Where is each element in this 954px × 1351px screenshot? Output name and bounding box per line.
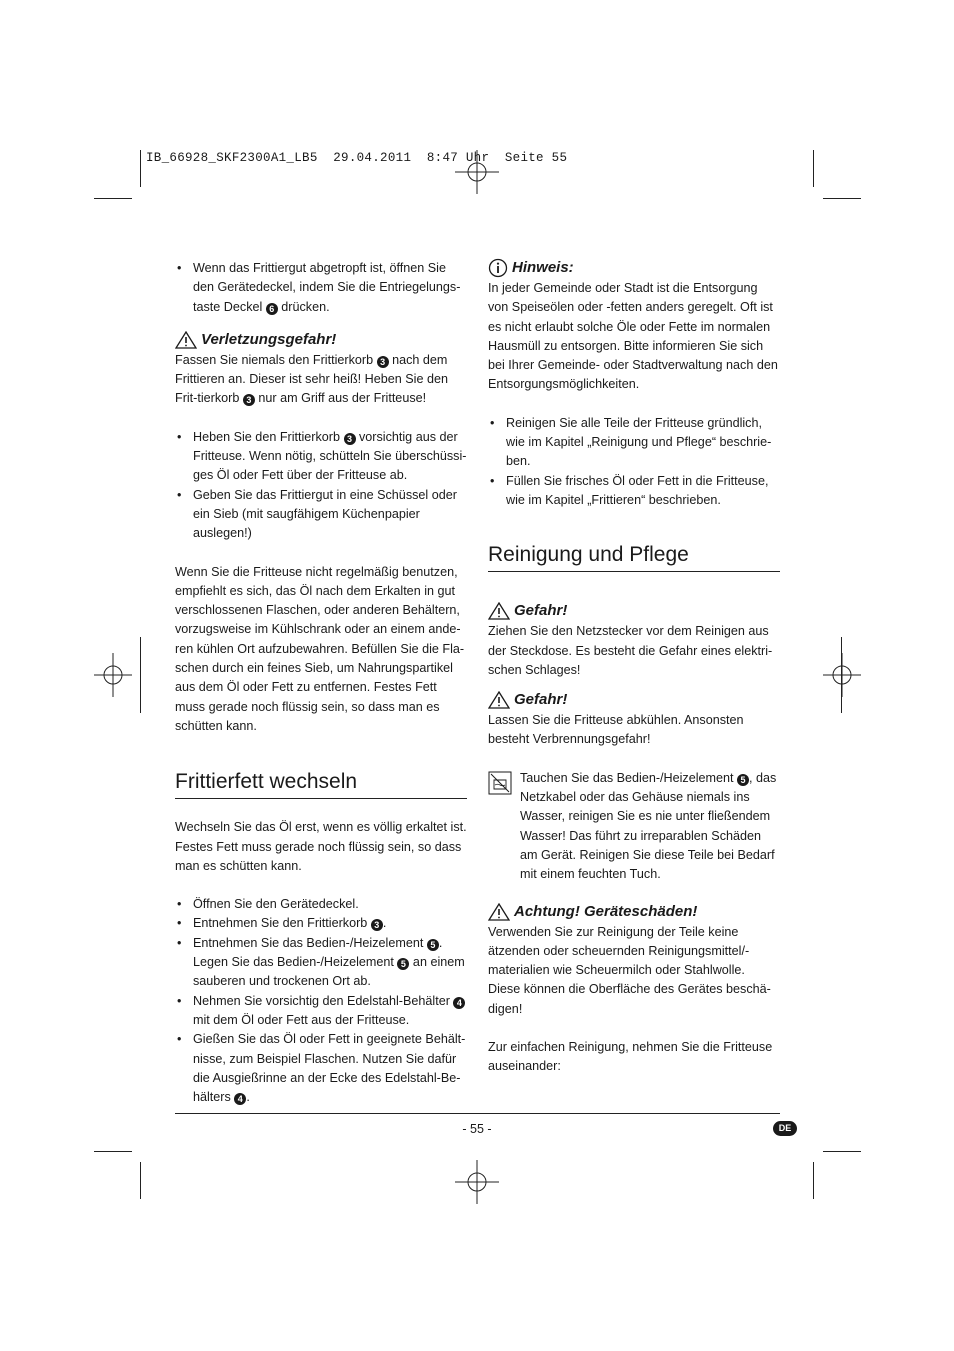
list-item: • Entnehmen Sie das Bedien-/Heizelement 5 . Legen Sie das Bedien-/Heizelement 5 an einem sauberen und trockenen Ort ab. xyxy=(175,934,467,992)
part-number-badge: 5 xyxy=(427,939,439,951)
crop-mark xyxy=(823,198,861,199)
note-text: In jeder Gemeinde oder Stadt ist die Entsorgung von Speiseölen oder -fetten anders geregelt. Oft ist es nicht erlaubt solche Öle oder Fette im normalen Hausmüll zu entsorgen. Bitte informieren Sie sich bei Ihrer Gemeinde- oder Stadtverwaltung nach den Entsorgungsmöglichkeiten. xyxy=(488,281,778,392)
registration-mark-icon xyxy=(455,150,499,194)
part-number-badge: 3 xyxy=(377,356,389,368)
crop-mark xyxy=(94,198,132,199)
list-item: • Reinigen Sie alle Teile der Fritteuse gründlich, wie im Kapitel „Reinigung und Pflege“ beschrie-ben. xyxy=(488,414,780,472)
warning-text: Lassen Sie die Fritteuse abkühlen. Ansonsten besteht Verbrennungsgefahr! xyxy=(488,713,744,747)
registration-mark-icon xyxy=(94,653,132,697)
warning-heading: Achtung! Geräteschäden! xyxy=(488,901,780,923)
print-slug: IB_66928_SKF2300A1_LB5 29.04.2011 8:47 Uhr Seite 55 xyxy=(146,151,568,165)
footer-rule xyxy=(175,1113,780,1114)
section-heading: Reinigung und Pflege xyxy=(488,542,780,572)
list-item: • Geben Sie das Frittiergut in eine Schüssel oder ein Sieb (mit saugfähigem Küchenpapier auslegen!) xyxy=(175,486,467,544)
list-item: • Gießen Sie das Öl oder Fett in geeignete Behält-nisse, zum Beispiel Flaschen. Nutzen Sie dafür die Ausgießrinne an der Ecke des Edelstahl-Be-hälters 4 . xyxy=(175,1030,467,1107)
warning-text: Fassen Sie niemals den Frittierkorb 3 nach dem Frittieren an. Dieser ist sehr heiß! Heben Sie den Frit-tierkorb 3 nur am Griff aus der Fritteuse! xyxy=(175,352,448,406)
no-water-immersion-icon xyxy=(488,771,512,795)
part-number-badge: 4 xyxy=(234,1093,246,1105)
info-icon xyxy=(488,258,508,278)
crop-mark xyxy=(813,1162,814,1199)
note-heading: Hinweis: xyxy=(488,257,780,279)
part-number-badge: 3 xyxy=(371,919,383,931)
warning-heading: Verletzungsgefahr! xyxy=(175,329,467,351)
warning-heading: Gefahr! xyxy=(488,600,780,622)
left-column xyxy=(175,259,467,1107)
list-item: • Wenn das Frittiergut abgetropft ist, öffnen Sie den Gerätedeckel, indem Sie die Entriegelungs-taste Deckel 6 drücken. xyxy=(175,259,467,317)
crop-mark xyxy=(94,1151,132,1152)
part-number-badge: 6 xyxy=(266,303,278,315)
language-badge: DE xyxy=(773,1121,797,1136)
part-number-badge: 3 xyxy=(344,433,356,445)
paragraph: Wenn Sie die Fritteuse nicht regelmäßig benutzen, empfiehlt es sich, das Öl nach dem Erkalten in gut verschlossenen Flaschen, oder anderen Behältern, vorzugsweise im Kühlschrank oder an einem ande-ren kühlen Ort aufzubewahren. Befüllen Sie die Fla-schen durch ein feines Sieb, um Nahrungspartikel aus dem Öl oder Fett zu entfernen. Festes Fett muss gerade noch flüssig sein, so dass man es schütten kann. xyxy=(175,564,465,733)
crop-mark xyxy=(823,1151,861,1152)
warning-triangle-icon xyxy=(488,903,510,921)
warning-heading: Gefahr! xyxy=(488,689,780,711)
list-item: • Öffnen Sie den Gerätedeckel. xyxy=(175,895,467,914)
list-item: • Nehmen Sie vorsichtig den Edelstahl-Behälter 4 mit dem Öl oder Fett aus der Fritteuse. xyxy=(175,992,467,1031)
part-number-badge: 3 xyxy=(243,394,255,406)
list-item: • Heben Sie den Frittierkorb 3 vorsichtig aus der Fritteuse. Wenn nötig, schütteln Sie überschüssi-ges Öl oder Fett über der Fritteuse ab. xyxy=(175,428,467,486)
page-number: - 55 - xyxy=(462,1122,492,1136)
section-heading: Frittierfett wechseln xyxy=(175,769,467,799)
warning-triangle-icon xyxy=(488,691,510,709)
warning-triangle-icon xyxy=(175,331,197,349)
warning-text: Ziehen Sie den Netzstecker vor dem Reinigen aus der Steckdose. Es besteht die Gefahr eines elektri-schen Schlages! xyxy=(488,624,773,677)
registration-mark-icon xyxy=(455,1160,499,1204)
warning-text: Verwenden Sie zur Reinigung der Teile keine ätzenden oder scheuernden Reinigungsmittel/-materialien wie Scheuermilch oder Stahlwolle. Diese können die Oberfläche des Gerätes beschä-digen! xyxy=(488,924,771,1016)
no-water-notice: Tauchen Sie das Bedien-/Heizelement 5 , das Netzkabel oder das Gehäuse niemals ins Wasser, reinigen Sie es nie unter fließendem Wasser! Das führt zu irreparablen Schäden am Gerät. Reinigen Sie diese Teile bei Bedarf mit einem feuchten Tuch. xyxy=(488,769,780,885)
crop-mark xyxy=(841,637,842,713)
crop-mark xyxy=(813,150,814,187)
registration-mark-icon xyxy=(823,653,861,697)
part-number-badge: 5 xyxy=(397,958,409,970)
crop-mark xyxy=(140,150,141,187)
part-number-badge: 5 xyxy=(737,774,749,786)
paragraph: Zur einfachen Reinigung, nehmen Sie die Fritteuse auseinander: xyxy=(488,1040,773,1074)
list-item: • Füllen Sie frisches Öl oder Fett in die Fritteuse, wie im Kapitel „Frittieren“ beschrieben. xyxy=(488,472,780,511)
crop-mark xyxy=(140,1162,141,1199)
paragraph: Wechseln Sie das Öl erst, wenn es völlig erkaltet ist. Festes Fett muss gerade noch flüssig sein, so dass man es schütten kann. xyxy=(175,820,467,873)
list-item: • Entnehmen Sie den Frittierkorb 3 . xyxy=(175,914,467,933)
right-column xyxy=(488,259,780,1077)
part-number-badge: 4 xyxy=(453,997,465,1009)
warning-triangle-icon xyxy=(488,602,510,620)
crop-mark xyxy=(140,637,141,713)
